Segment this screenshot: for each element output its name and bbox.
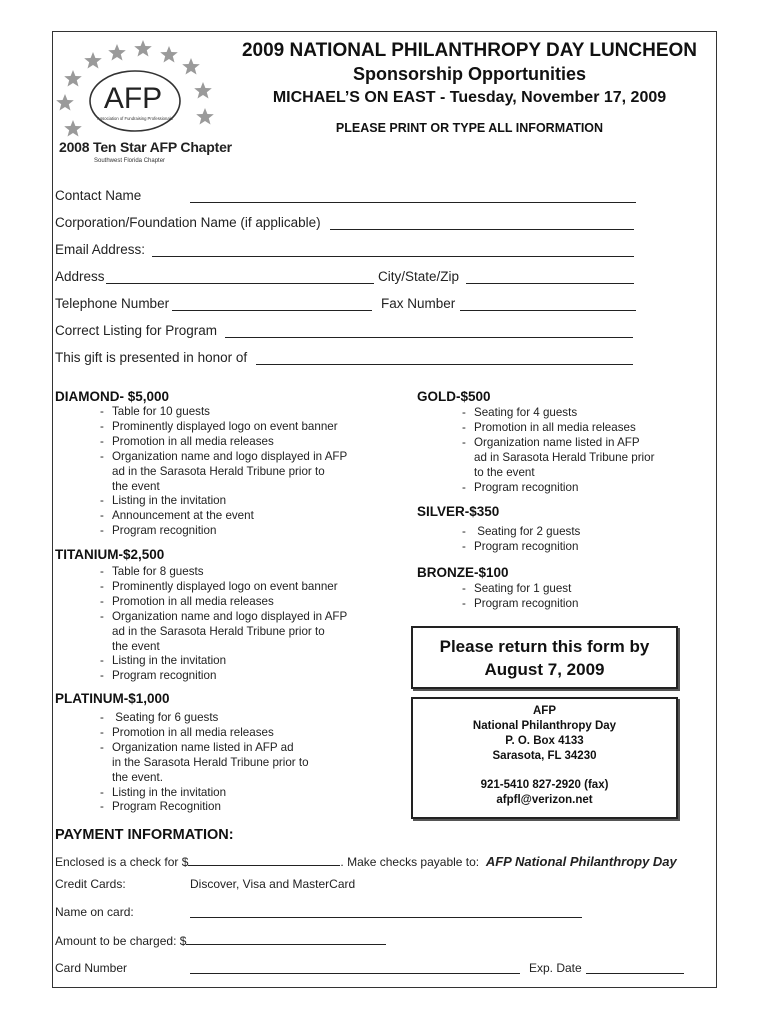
return-deadline-date: August 7, 2009: [484, 660, 605, 679]
telephone-field[interactable]: [172, 298, 372, 311]
check-suffix: . Make checks payable to:: [340, 855, 480, 869]
event-subtitle: Sponsorship Opportunities: [353, 64, 586, 84]
address-event: National Philanthropy Day: [472, 720, 617, 732]
listing-label: Correct Listing for Program: [55, 323, 218, 338]
benefit-item: - Table for 8 guests: [100, 565, 347, 580]
afp-wordmark: AFP: [103, 82, 163, 115]
benefit-item: - Seating for 1 guest: [462, 582, 578, 597]
email-label: Email Address:: [55, 242, 146, 257]
level-titanium-list: [100, 565, 347, 684]
exp-date-label: Exp. Date: [529, 961, 582, 975]
listing-field[interactable]: [225, 325, 633, 338]
address-field[interactable]: [106, 271, 374, 284]
address-phones: 921-5410 827-2920 (fax): [480, 779, 609, 791]
event-venue-date: MICHAEL’S ON EAST - Tuesday, November 17, 2009: [272, 89, 667, 106]
benefit-item: - Organization name and logo displayed in AFP ad in the Sarasota Herald Tribune prior to the event: [100, 450, 347, 495]
amount-field[interactable]: [186, 932, 386, 945]
corporation-label: Corporation/Foundation Name (if applicable): [55, 215, 321, 230]
benefit-item: - Seating for 2 guests: [462, 525, 580, 540]
level-platinum-list: [100, 711, 309, 815]
benefit-item: - Seating for 4 guests: [462, 406, 654, 421]
level-bronze-title: BRONZE-$100: [417, 565, 509, 580]
benefit-item: - Promotion in all media releases: [462, 421, 654, 436]
level-gold-title: GOLD-$500: [417, 389, 491, 404]
benefit-item: - Organization name listed in AFP ad in Sarasota Herald Tribune prior to the event: [462, 436, 654, 481]
address-org: AFP: [533, 705, 556, 717]
address-label: Address: [55, 269, 105, 284]
amount-prefix: $: [179, 934, 187, 948]
telephone-label: Telephone Number: [55, 296, 170, 311]
level-silver-list: [462, 525, 580, 555]
honor-label: This gift is presented in honor of: [55, 350, 248, 365]
level-bronze-list: [462, 582, 578, 612]
level-diamond-title: DIAMOND- $5,000: [55, 389, 170, 404]
credit-cards-label: Credit Cards:: [55, 877, 126, 891]
contact-name-label: Contact Name: [55, 188, 142, 203]
benefit-item: - Promotion in all media releases: [100, 595, 347, 610]
level-diamond-list: [100, 405, 347, 539]
chapter-name: Southwest Florida Chapter: [94, 158, 166, 164]
address-email: afpfl@verizon.net: [496, 794, 593, 806]
benefit-item: - Listing in the invitation: [100, 786, 309, 801]
fax-label: Fax Number: [381, 296, 456, 311]
benefit-item: - Seating for 6 guests: [100, 711, 309, 726]
return-deadline-box: [411, 626, 678, 689]
benefit-item: - Prominently displayed logo on event banner: [100, 420, 347, 435]
benefit-item: - Listing in the invitation: [100, 494, 347, 509]
check-row: [55, 853, 677, 869]
benefit-item: - Prominently displayed logo on event banner: [100, 580, 347, 595]
benefit-item: - Promotion in all media releases: [100, 726, 309, 741]
city-state-zip-field[interactable]: [466, 271, 634, 284]
benefit-item: - Program recognition: [100, 524, 347, 539]
card-number-label: Card Number: [55, 961, 128, 975]
benefit-item: - Program recognition: [462, 481, 654, 496]
address-row: [55, 269, 105, 284]
benefit-item: - Program recognition: [462, 540, 580, 555]
honor-field[interactable]: [256, 352, 633, 365]
benefit-item: - Listing in the invitation: [100, 654, 347, 669]
check-label: Enclosed is a check for $: [55, 855, 189, 869]
check-amount-field[interactable]: [188, 853, 340, 866]
address-pobox: P. O. Box 4133: [505, 735, 584, 747]
return-deadline-line1: Please return this form by: [439, 637, 650, 656]
benefit-item: - Promotion in all media releases: [100, 435, 347, 450]
name-on-card-field[interactable]: [190, 905, 582, 918]
city-label: City/State/Zip: [378, 269, 460, 284]
payee-name: AFP National Philanthropy Day: [485, 854, 677, 869]
afp-tagline: Association of Fundraising Professionals: [97, 116, 173, 121]
benefit-item: - Table for 10 guests: [100, 405, 347, 420]
event-title: 2009 NATIONAL PHILANTHROPY DAY LUNCHEON: [241, 40, 698, 61]
level-silver-title: SILVER-$350: [417, 504, 500, 519]
benefit-item: - Announcement at the event: [100, 509, 347, 524]
payment-title: PAYMENT INFORMATION:: [55, 827, 234, 843]
benefit-item: - Program recognition: [100, 669, 347, 684]
amount-row: [55, 932, 386, 948]
corporation-row: [55, 215, 321, 230]
benefit-item: - Program Recognition: [100, 800, 309, 815]
email-row: [55, 242, 145, 257]
benefit-item: - Organization name and logo displayed in AFP ad in the Sarasota Herald Tribune prior to the event: [100, 610, 347, 655]
amount-label: Amount to be charged:: [55, 934, 177, 948]
card-number-field[interactable]: [190, 961, 520, 974]
contact-name-field[interactable]: [190, 190, 636, 203]
level-platinum-title: PLATINUM-$1,000: [55, 691, 170, 706]
print-instruction: PLEASE PRINT OR TYPE ALL INFORMATION: [335, 121, 604, 135]
chapter-award: 2008 Ten Star AFP Chapter: [59, 139, 232, 155]
benefit-item: - Program recognition: [462, 597, 578, 612]
credit-cards-value: Discover, Visa and MasterCard: [190, 877, 356, 891]
exp-date-field[interactable]: [586, 961, 684, 974]
address-city: Sarasota, FL 34230: [492, 750, 597, 762]
level-titanium-title: TITANIUM-$2,500: [55, 547, 165, 562]
corporation-field[interactable]: [330, 217, 634, 230]
address-spacer: [413, 764, 676, 778]
name-on-card-label: Name on card:: [55, 905, 134, 919]
level-gold-list: [462, 406, 654, 495]
email-field[interactable]: [152, 244, 634, 257]
benefit-item: - Organization name listed in AFP ad in the Sarasota Herald Tribune prior to the event.: [100, 741, 309, 786]
mailing-address-box: [411, 697, 678, 819]
fax-field[interactable]: [460, 298, 636, 311]
contact-name-row: [55, 188, 141, 203]
